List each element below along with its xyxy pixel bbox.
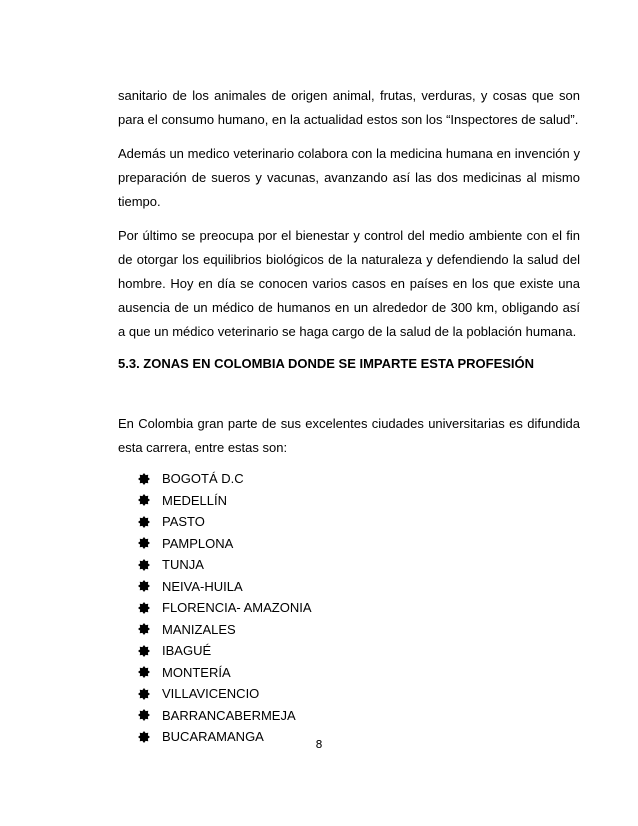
- city-name: VILLAVICENCIO: [162, 686, 260, 701]
- paragraph-medio-ambiente: Por último se preocupa por el bienestar y control del medio ambiente con el fin de otorgar los equilibrios biológicos de la naturaleza y defendiendo la salud del hombre. Hoy en día se conocen varios casos en países en los que existe una ausencia de un médico de humanos en un alrededor de 300 km, obligando así a que un médico veterinario se haga cargo de la salud de la población humana.: [118, 228, 580, 339]
- city-name: BUCARAMANGA: [162, 729, 264, 744]
- city-list-item: [138, 683, 580, 705]
- document-page: [118, 84, 580, 748]
- paragraph-medico-veterinario: Además un medico veterinario colabora con la medicina humana en invención y preparación de sueros y vacunas, avanzando así las dos medicinas al mismo tiempo.: [118, 146, 580, 209]
- city-name: NEIVA-HUILA: [162, 578, 243, 594]
- city-name: IBAGUÉ: [162, 643, 212, 658]
- gear-bullet-icon: [138, 559, 150, 571]
- city-name: BARRANCABERMEJA: [162, 707, 296, 723]
- section-heading: 5.3. ZONAS EN COLOMBIA DONDE SE IMPARTE ESTA PROFESIÓN: [118, 356, 535, 371]
- paragraph-sanitario: sanitario de los animales de origen animal, frutas, verduras, y cosas que son para el consumo humano, en la actualidad estos son los “Inspectores de salud”.: [118, 88, 580, 127]
- city-list-item: [138, 662, 580, 684]
- city-list-item: [138, 640, 580, 662]
- gear-bullet-icon: [138, 602, 150, 614]
- gear-bullet-icon: [138, 473, 150, 485]
- gear-bullet-icon: [138, 494, 150, 506]
- city-list-item: [138, 490, 580, 512]
- city-list-item: [138, 554, 580, 576]
- city-list-item: [138, 511, 580, 533]
- city-list-item: [138, 468, 580, 490]
- city-list-item: [138, 705, 580, 727]
- city-name: MEDELLÍN: [162, 492, 228, 508]
- city-name: MONTERÍA: [162, 664, 231, 680]
- city-name: TUNJA: [162, 557, 204, 572]
- gear-bullet-icon: [138, 709, 150, 721]
- gear-bullet-icon: [138, 688, 150, 700]
- paragraph-colombia-intro: En Colombia gran parte de sus excelentes ciudades universitarias es difundida esta carrera, entre estas son:: [118, 416, 580, 455]
- gear-bullet-icon: [138, 516, 150, 528]
- gear-bullet-icon: [138, 623, 150, 635]
- page-number: 8: [315, 738, 323, 751]
- city-list-item: [138, 619, 580, 641]
- city-name: MANIZALES: [162, 621, 236, 637]
- gear-bullet-icon: [138, 580, 150, 592]
- gear-bullet-icon: [138, 645, 150, 657]
- gear-bullet-icon: [138, 537, 150, 549]
- gear-bullet-icon: [138, 666, 150, 678]
- city-name: PASTO: [162, 514, 205, 529]
- city-list-item: [138, 533, 580, 555]
- city-list-item: [138, 597, 580, 619]
- city-name: BOGOTÁ D.C: [162, 471, 244, 486]
- city-list: [118, 468, 580, 748]
- city-name: PAMPLONA: [162, 535, 234, 551]
- city-name: FLORENCIA- AMAZONIA: [162, 600, 312, 615]
- city-list-item: [138, 576, 580, 598]
